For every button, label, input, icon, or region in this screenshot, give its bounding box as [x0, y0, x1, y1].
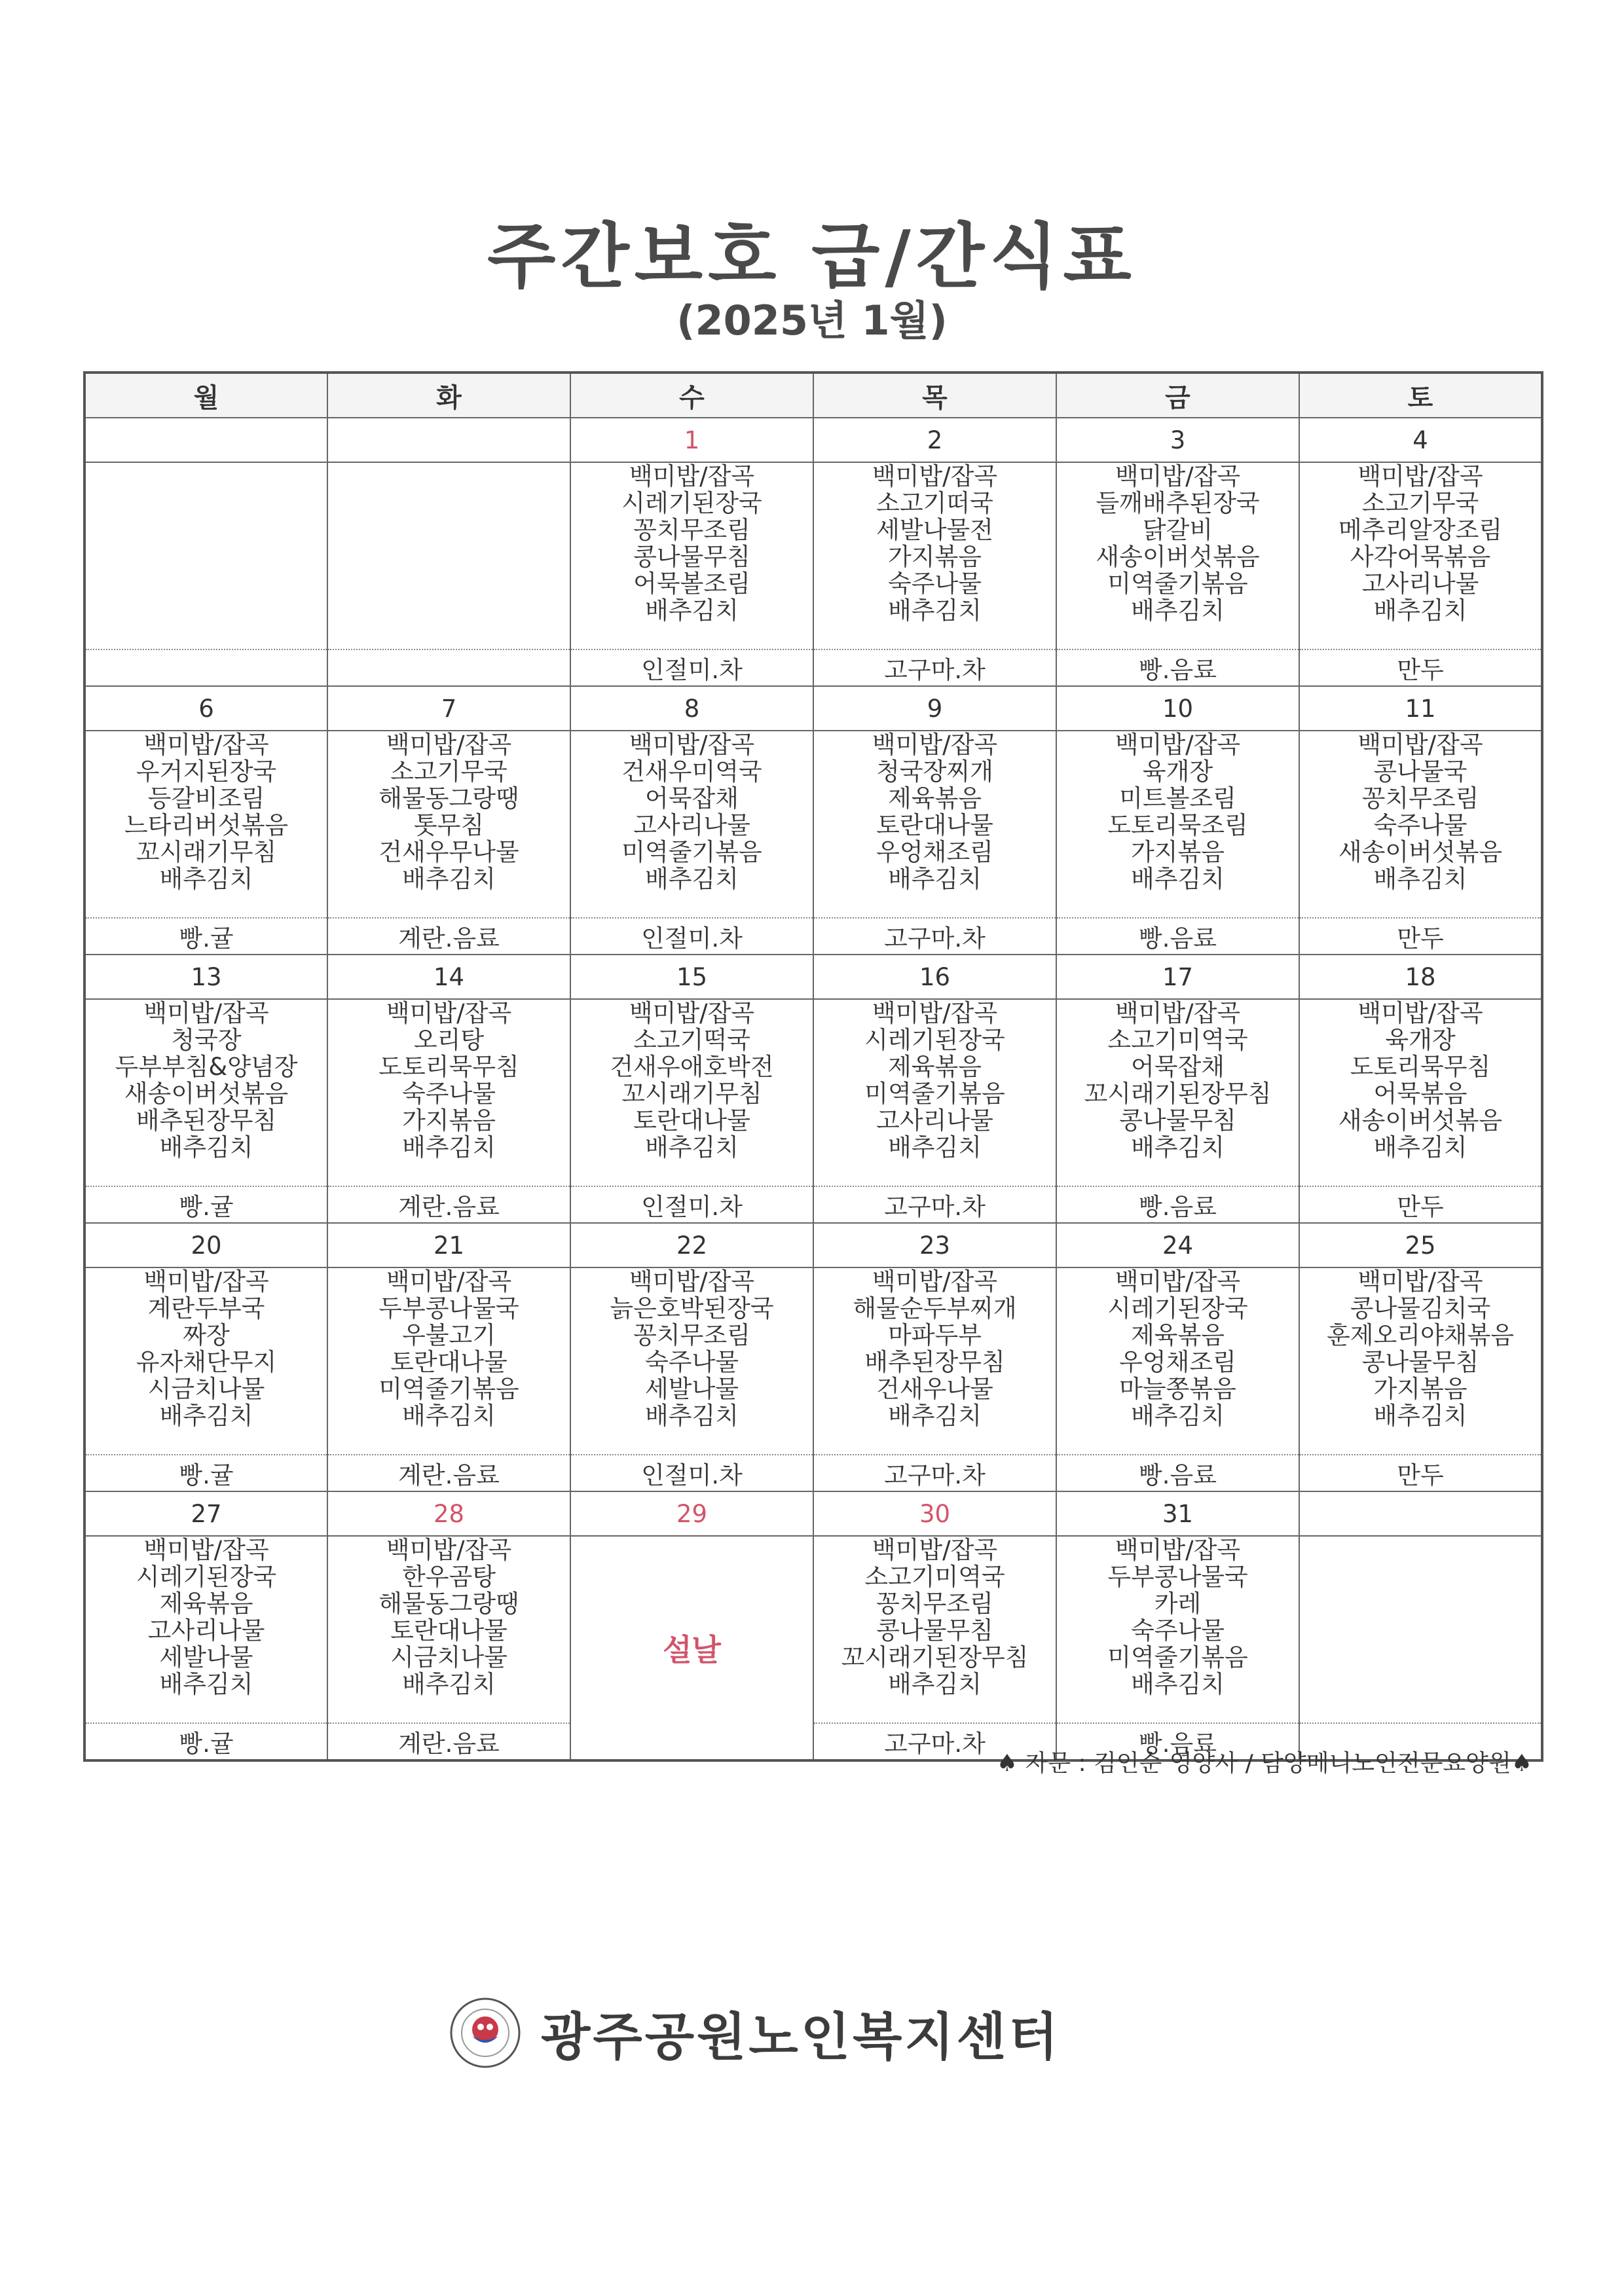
menu-item: 백미밥/잡곡: [143, 1536, 269, 1564]
snack-cell-mon: [84, 649, 327, 686]
menu-cell-wed: [570, 462, 813, 649]
snack-cell-thu: 고구마.차: [813, 1186, 1056, 1223]
menu-item: 소고기무국: [1361, 489, 1479, 517]
snack-row: [84, 649, 1542, 686]
menu-item: 고사리나물: [1361, 570, 1479, 598]
menu-item: 시레기된장국: [136, 1563, 277, 1591]
menu-item: 우엉채조림: [876, 838, 993, 866]
menu-item: 고사리나물: [147, 1616, 265, 1645]
menu-cell-sat: [1299, 731, 1542, 918]
snack-cell-fri: 빵.음료: [1056, 1455, 1299, 1491]
menu-item: 배추된장무침: [864, 1348, 1005, 1376]
menu-item: 새송이버섯볶음: [1338, 838, 1503, 866]
menu-item: 꼬시래기무침: [621, 1080, 762, 1108]
date-cell-tue: 21: [327, 1223, 570, 1267]
date-row: [84, 686, 1542, 731]
menu-item: 백미밥/잡곡: [1115, 1536, 1241, 1564]
menu-item: 마늘쫑볶음: [1119, 1375, 1236, 1403]
date-cell-sat: [1299, 1491, 1542, 1536]
menu-item: 배추김치: [1131, 865, 1225, 893]
menu-item: 느타리버섯볶음: [124, 811, 289, 839]
menu-cell-mon: [84, 1267, 327, 1455]
menu-item: 백미밥/잡곡: [386, 999, 512, 1027]
menu-item: 두부콩나물국: [378, 1294, 519, 1322]
menu-item: 어묵볼조림: [633, 570, 750, 598]
date-cell-thu: 23: [813, 1223, 1056, 1267]
snack-cell-tue: 계란.음료: [327, 918, 570, 955]
menu-item: 콩나물김치국: [1350, 1294, 1491, 1322]
date-cell-fri: 10: [1056, 686, 1299, 731]
weeks-body: [84, 418, 1542, 1760]
date-cell-fri: 24: [1056, 1223, 1299, 1267]
menu-item: 토란대나물: [390, 1348, 507, 1376]
menu-item: 두부부침&양념장: [115, 1053, 298, 1081]
menu-cell-mon: [84, 462, 327, 649]
menu-item: 백미밥/잡곡: [1357, 1267, 1483, 1296]
menu-item: 건새우나물: [876, 1375, 993, 1403]
menu-item: 시레기된장국: [621, 489, 762, 517]
snack-cell-tue: [327, 649, 570, 686]
menu-item: 배추김치: [159, 865, 253, 893]
menu-item: 꽁치무조림: [633, 1321, 750, 1349]
menu-item: 백미밥/잡곡: [1357, 999, 1483, 1027]
day-header-wed: 수: [570, 373, 813, 418]
menu-item: 토란대나물: [876, 811, 993, 839]
date-cell-wed: 8: [570, 686, 813, 731]
center-logo-icon: [449, 1997, 521, 2069]
menu-item: 숙주나물: [888, 570, 982, 598]
menu-item: 백미밥/잡곡: [872, 462, 998, 490]
menu-item: 백미밥/잡곡: [629, 462, 755, 490]
date-cell-wed: 1: [570, 418, 813, 462]
date-cell-wed: 29: [570, 1491, 813, 1536]
menu-item: 배추김치: [402, 1133, 496, 1161]
menu-item: 가지볶음: [1131, 838, 1225, 866]
menu-item: 카레: [1154, 1590, 1202, 1618]
date-cell-thu: 9: [813, 686, 1056, 731]
menu-item: 닭갈비: [1142, 516, 1213, 544]
menu-item: 콩나물무침: [1361, 1348, 1479, 1376]
date-cell-fri: 17: [1056, 955, 1299, 999]
menu-item: 해물동그랑땡: [378, 1590, 519, 1618]
menu-item: 배추김치: [888, 596, 982, 625]
menu-cell-fri: [1056, 999, 1299, 1186]
menu-row: [84, 999, 1542, 1186]
date-cell-fri: 31: [1056, 1491, 1299, 1536]
menu-cell-fri: [1056, 1536, 1299, 1723]
menu-item: 세발나물: [159, 1643, 253, 1671]
day-header-mon: 월: [84, 373, 327, 418]
menu-cell-tue: [327, 1536, 570, 1723]
menu-item: 백미밥/잡곡: [143, 731, 269, 759]
menu-item: 배추김치: [402, 1402, 496, 1430]
menu-item: 청국장찌개: [876, 757, 993, 786]
date-row: [84, 1223, 1542, 1267]
date-cell-tue: 28: [327, 1491, 570, 1536]
date-cell-sat: 4: [1299, 418, 1542, 462]
date-cell-wed: 22: [570, 1223, 813, 1267]
date-cell-sat: 18: [1299, 955, 1542, 999]
menu-item: 백미밥/잡곡: [872, 731, 998, 759]
menu-item: 메추리알장조림: [1338, 516, 1503, 544]
menu-cell-tue: [327, 462, 570, 649]
menu-item: 가지볶음: [402, 1106, 496, 1135]
menu-item: 백미밥/잡곡: [1357, 731, 1483, 759]
menu-cell-wed: [570, 999, 813, 1186]
menu-item: 백미밥/잡곡: [1115, 462, 1241, 490]
snack-cell-fri: 빵.음료: [1056, 918, 1299, 955]
menu-item: 백미밥/잡곡: [629, 999, 755, 1027]
menu-item: 건새우무나물: [378, 838, 519, 866]
snack-cell-mon: 빵.귤: [84, 1186, 327, 1223]
date-row: [84, 1491, 1542, 1536]
menu-row: [84, 1536, 1542, 1723]
menu-item: 건새우애호박전: [610, 1053, 774, 1081]
menu-item: 배추김치: [159, 1133, 253, 1161]
menu-item: 세발나물전: [876, 516, 993, 544]
menu-item: 꼬시래기무침: [136, 838, 277, 866]
date-cell-mon: [84, 418, 327, 462]
menu-item: 어묵잡채: [645, 784, 739, 812]
day-header-tue: 화: [327, 373, 570, 418]
menu-item: 시레기된장국: [1107, 1294, 1248, 1322]
menu-item: 콩나물국: [1373, 757, 1467, 786]
snack-cell-wed: 인절미.차: [570, 918, 813, 955]
menu-item: 건새우미역국: [621, 757, 762, 786]
date-cell-thu: 2: [813, 418, 1056, 462]
snack-cell-sat: 만두: [1299, 918, 1542, 955]
menu-item: 배추된장무침: [136, 1106, 277, 1135]
menu-item: 어묵잡채: [1131, 1053, 1225, 1081]
menu-item: 숙주나물: [1373, 811, 1467, 839]
menu-row: [84, 731, 1542, 918]
menu-item: 훈제오리야채볶음: [1327, 1321, 1514, 1349]
snack-cell-tue: 계란.음료: [327, 1186, 570, 1223]
menu-item: 한우곰탕: [402, 1563, 496, 1591]
center-branding: [449, 1984, 1060, 2082]
day-header-sat: 토: [1299, 373, 1542, 418]
date-cell-mon: 20: [84, 1223, 327, 1267]
snack-row: [84, 918, 1542, 955]
menu-item: 짜장: [183, 1321, 230, 1349]
date-cell-mon: 27: [84, 1491, 327, 1536]
date-cell-mon: 6: [84, 686, 327, 731]
menu-cell-wed: [570, 1267, 813, 1455]
menu-cell-sat: [1299, 1267, 1542, 1455]
menu-cell-fri: [1056, 731, 1299, 918]
menu-item: 고사리나물: [876, 1106, 993, 1135]
menu-item: 미역줄기볶음: [1107, 570, 1248, 598]
menu-item: 톳무침: [413, 811, 485, 839]
menu-item: 꼬시래기된장무침: [1084, 1080, 1272, 1108]
menu-item: 콩나물무침: [876, 1616, 993, 1645]
menu-item: 배추김치: [888, 1133, 982, 1161]
menu-item: 숙주나물: [645, 1348, 739, 1376]
snack-cell-wed: 인절미.차: [570, 1455, 813, 1491]
menu-item: 꽁치무조림: [1361, 784, 1479, 812]
page-title: 주간보호 급/간식표: [487, 216, 1137, 298]
date-cell-fri: 3: [1056, 418, 1299, 462]
menu-item: 우거지된장국: [136, 757, 277, 786]
menu-item: 백미밥/잡곡: [143, 1267, 269, 1296]
menu-item: 배추김치: [1131, 1133, 1225, 1161]
menu-item: 미역줄기볶음: [864, 1080, 1005, 1108]
advisor-footnote: ♠ 자문 : 김인순 영양사 / 담양메니노인전문요양원♠: [996, 1750, 1532, 1777]
snack-cell-sat: 만두: [1299, 649, 1542, 686]
snack-cell-thu: 고구마.차: [813, 918, 1056, 955]
menu-item: 백미밥/잡곡: [629, 731, 755, 759]
menu-cell-fri: [1056, 1267, 1299, 1455]
snack-row: [84, 1455, 1542, 1491]
menu-item: 백미밥/잡곡: [143, 999, 269, 1027]
menu-item: 세발나물: [645, 1375, 739, 1403]
date-cell-tue: 7: [327, 686, 570, 731]
menu-item: 배추김치: [645, 1133, 739, 1161]
menu-item: 배추김치: [1373, 1402, 1467, 1430]
menu-cell-mon: [84, 1536, 327, 1723]
page-subtitle: (2025년 1월): [676, 297, 948, 344]
menu-item: 백미밥/잡곡: [629, 1267, 755, 1296]
menu-item: 두부콩나물국: [1107, 1563, 1248, 1591]
snack-cell-sat: 만두: [1299, 1186, 1542, 1223]
menu-item: 시금치나물: [390, 1643, 507, 1671]
menu-cell-sat: [1299, 1536, 1542, 1723]
snack-cell-tue: 계란.음료: [327, 1723, 570, 1760]
menu-item: 가지볶음: [1373, 1375, 1467, 1403]
menu-item: 토란대나물: [390, 1616, 507, 1645]
menu-item: 백미밥/잡곡: [1115, 731, 1241, 759]
menu-item: 소고기무국: [390, 757, 507, 786]
snack-cell-fri: 빵.음료: [1056, 1723, 1299, 1760]
menu-item: 제육볶음: [888, 1053, 982, 1081]
snack-cell-fri: 빵.음료: [1056, 1186, 1299, 1223]
menu-cell-wed: [570, 731, 813, 918]
meal-schedule-table: [83, 371, 1543, 1762]
menu-item: 백미밥/잡곡: [872, 999, 998, 1027]
date-cell-mon: 13: [84, 955, 327, 999]
menu-cell-tue: [327, 731, 570, 918]
menu-item: 배추김치: [159, 1670, 253, 1698]
menu-item: 어묵볶음: [1373, 1080, 1467, 1108]
menu-item: 백미밥/잡곡: [872, 1536, 998, 1564]
snack-cell-thu: 고구마.차: [813, 1455, 1056, 1491]
menu-item: 백미밥/잡곡: [1115, 999, 1241, 1027]
menu-item: 오리탕: [413, 1026, 485, 1054]
menu-cell-fri: [1056, 462, 1299, 649]
menu-item: 소고기떠국: [876, 489, 993, 517]
menu-item: 미역줄기볶음: [378, 1375, 519, 1403]
menu-item: 제육볶음: [159, 1590, 253, 1618]
menu-item: 소고기미역국: [864, 1563, 1005, 1591]
menu-item: 배추김치: [1131, 1670, 1225, 1698]
menu-item: 미트볼조림: [1119, 784, 1236, 812]
menu-item: 도토리묵조림: [1107, 811, 1248, 839]
snack-cell-mon: 빵.귤: [84, 1455, 327, 1491]
menu-item: 우불고기: [402, 1321, 496, 1349]
menu-item: 우엉채조림: [1119, 1348, 1236, 1376]
snack-cell-tue: 계란.음료: [327, 1455, 570, 1491]
menu-item: 콩나물무침: [633, 543, 750, 571]
menu-item: 백미밥/잡곡: [1115, 1267, 1241, 1296]
menu-item: 백미밥/잡곡: [872, 1267, 998, 1296]
menu-item: 청국장: [171, 1026, 242, 1054]
menu-item: 배추김치: [645, 865, 739, 893]
menu-item: 도토리묵무침: [378, 1053, 519, 1081]
menu-item: 새송이버섯볶음: [1338, 1106, 1503, 1135]
menu-item: 시금치나물: [147, 1375, 265, 1403]
menu-item: 계란두부국: [147, 1294, 265, 1322]
date-row: [84, 418, 1542, 462]
menu-item: 배추김치: [402, 865, 496, 893]
menu-item: 토란대나물: [633, 1106, 750, 1135]
menu-item: 육개장: [1385, 1026, 1456, 1054]
menu-item: 백미밥/잡곡: [386, 1536, 512, 1564]
menu-item: 배추김치: [159, 1402, 253, 1430]
snack-cell-wed: 인절미.차: [570, 649, 813, 686]
menu-item: 미역줄기볶음: [1107, 1643, 1248, 1671]
menu-item: 배추김치: [402, 1670, 496, 1698]
menu-item: 유자채단무지: [136, 1348, 277, 1376]
menu-item: 새송이버섯볶음: [1096, 543, 1260, 571]
menu-cell-thu: [813, 462, 1056, 649]
menu-item: 마파두부: [888, 1321, 982, 1349]
holiday-cell: 설날: [570, 1536, 813, 1760]
snack-cell-thu: 고구마.차: [813, 649, 1056, 686]
date-cell-thu: 30: [813, 1491, 1056, 1536]
menu-cell-thu: [813, 731, 1056, 918]
menu-cell-thu: [813, 1267, 1056, 1455]
snack-cell-mon: 빵.귤: [84, 918, 327, 955]
date-cell-sat: 11: [1299, 686, 1542, 731]
menu-item: 고사리나물: [633, 811, 750, 839]
menu-item: 늙은호박된장국: [610, 1294, 774, 1322]
menu-item: 도토리묵무침: [1350, 1053, 1491, 1081]
date-cell-wed: 15: [570, 955, 813, 999]
menu-item: 백미밥/잡곡: [386, 731, 512, 759]
snack-cell-thu: 고구마.차: [813, 1723, 1056, 1760]
menu-item: 콩나물무침: [1119, 1106, 1236, 1135]
snack-cell-mon: 빵.귤: [84, 1723, 327, 1760]
snack-cell-sat: 만두: [1299, 1455, 1542, 1491]
menu-cell-tue: [327, 999, 570, 1186]
menu-item: 소고기미역국: [1107, 1026, 1248, 1054]
menu-cell-tue: [327, 1267, 570, 1455]
day-header-thu: 목: [813, 373, 1056, 418]
menu-item: 배추김치: [1131, 1402, 1225, 1430]
center-name: 광주공원노인복지센터: [541, 2008, 1061, 2067]
menu-cell-sat: [1299, 462, 1542, 649]
menu-item: 꽁치무조림: [633, 516, 750, 544]
menu-item: 배추김치: [888, 1402, 982, 1430]
menu-item: 배추김치: [888, 865, 982, 893]
menu-item: 시레기된장국: [864, 1026, 1005, 1054]
date-cell-thu: 16: [813, 955, 1056, 999]
menu-item: 꼬시래기된장무침: [841, 1643, 1029, 1671]
snack-cell-wed: 인절미.차: [570, 1186, 813, 1223]
menu-item: 해물순두부찌개: [853, 1294, 1017, 1322]
menu-cell-thu: [813, 999, 1056, 1186]
menu-item: 숙주나물: [1131, 1616, 1225, 1645]
menu-item: 배추김치: [645, 596, 739, 625]
menu-item: 꽁치무조림: [876, 1590, 993, 1618]
date-cell-tue: [327, 418, 570, 462]
menu-cell-mon: [84, 999, 327, 1186]
date-cell-tue: 14: [327, 955, 570, 999]
menu-item: 가지볶음: [888, 543, 982, 571]
menu-item: 미역줄기볶음: [621, 838, 762, 866]
menu-item: 배추김치: [1131, 596, 1225, 625]
date-row: [84, 955, 1542, 999]
menu-item: 배추김치: [1373, 865, 1467, 893]
menu-item: 배추김치: [1373, 1133, 1467, 1161]
snack-cell-fri: 빵.음료: [1056, 649, 1299, 686]
menu-item: 해물동그랑땡: [378, 784, 519, 812]
menu-item: 들깨배추된장국: [1096, 489, 1260, 517]
menu-item: 육개장: [1142, 757, 1213, 786]
menu-item: 배추김치: [1373, 596, 1467, 625]
date-cell-sat: 25: [1299, 1223, 1542, 1267]
menu-cell-sat: [1299, 999, 1542, 1186]
menu-item: 백미밥/잡곡: [1357, 462, 1483, 490]
menu-item: 배추김치: [645, 1402, 739, 1430]
menu-row: [84, 462, 1542, 649]
menu-item: 제육볶음: [888, 784, 982, 812]
day-header-fri: 금: [1056, 373, 1299, 418]
menu-item: 사각어묵볶음: [1350, 543, 1491, 571]
snack-row: [84, 1186, 1542, 1223]
menu-item: 숙주나물: [402, 1080, 496, 1108]
menu-row: [84, 1267, 1542, 1455]
menu-cell-mon: [84, 731, 327, 918]
day-header-row: [84, 373, 1542, 418]
menu-item: 등갈비조림: [147, 784, 265, 812]
menu-item: 배추김치: [888, 1670, 982, 1698]
menu-item: 새송이버섯볶음: [124, 1080, 289, 1108]
menu-cell-thu: [813, 1536, 1056, 1723]
menu-item: 제육볶음: [1131, 1321, 1225, 1349]
menu-item: 소고기떡국: [633, 1026, 750, 1054]
menu-item: 백미밥/잡곡: [386, 1267, 512, 1296]
